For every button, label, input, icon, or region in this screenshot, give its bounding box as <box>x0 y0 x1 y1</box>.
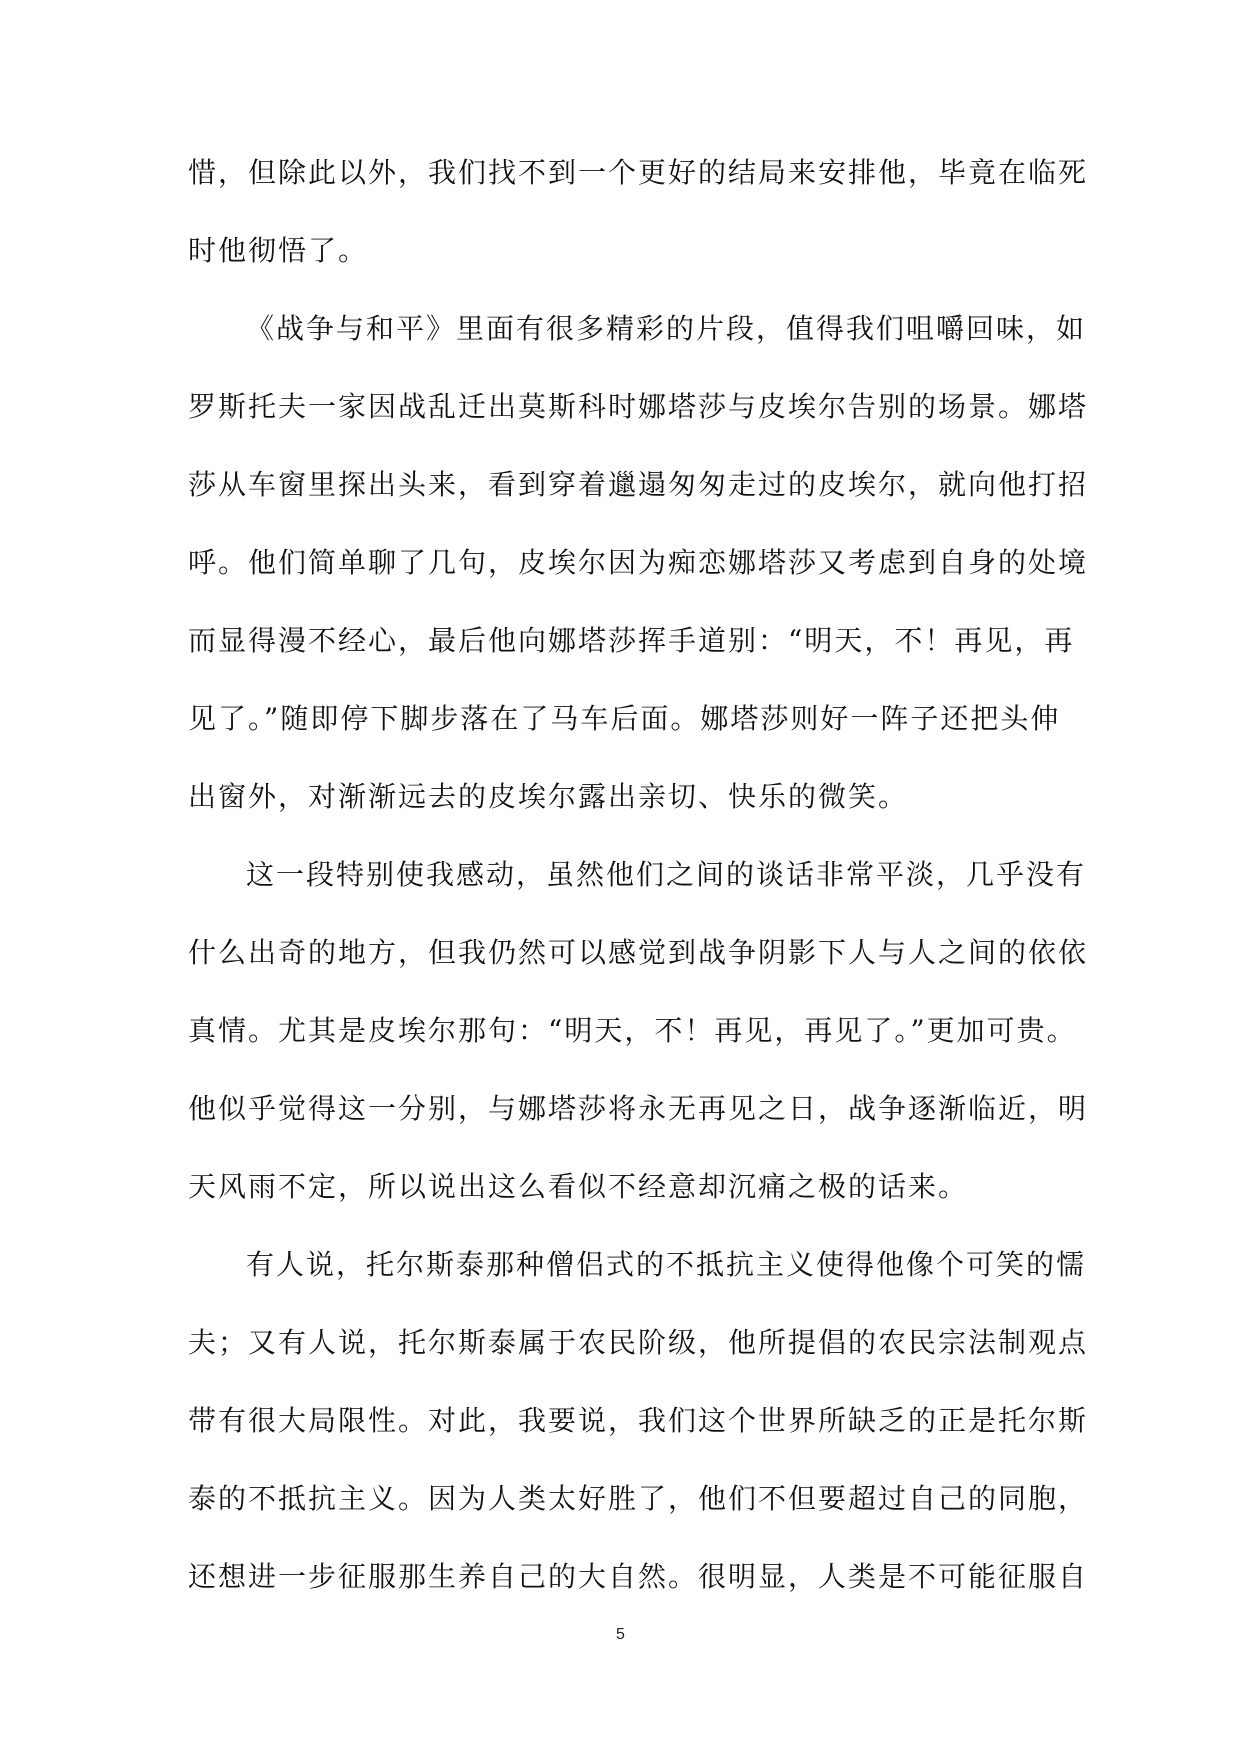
text-line: 呼。他们简单聊了几句，皮埃尔因为痴恋娜塔莎又考虑到自身的处境 <box>188 546 1089 579</box>
text-line: 惜，但除此以外，我们找不到一个更好的结局来安排他，毕竟在临死 <box>188 156 1089 189</box>
text-line: 还想进一步征服那生养自己的大自然。很明显，人类是不可能征服自 <box>188 1560 1089 1593</box>
text-line: 真情。尤其是皮埃尔那句：“明天，不！再见，再见了。”更加可贵。 <box>188 1014 1077 1047</box>
text-line: 有人说，托尔斯泰那种僧侣式的不抵抗主义使得他像个可笑的懦 <box>246 1248 1087 1281</box>
text-line: 什么出奇的地方，但我仍然可以感觉到战争阴影下人与人之间的依依 <box>188 936 1089 969</box>
text-line: 他似乎觉得这一分别，与娜塔莎将永无再见之日，战争逐渐临近，明 <box>188 1092 1089 1125</box>
text-line: 出窗外，对渐渐远去的皮埃尔露出亲切、快乐的微笑。 <box>188 780 909 813</box>
text-line: 时他彻悟了。 <box>188 234 369 267</box>
text-line: 莎从车窗里探出头来，看到穿着邋遢匆匆走过的皮埃尔，就向他打招 <box>188 468 1089 501</box>
page-number: 5 <box>616 1626 625 1643</box>
text-line: 罗斯托夫一家因战乱迁出莫斯科时娜塔莎与皮埃尔告别的场景。娜塔 <box>188 390 1089 423</box>
text-line: 天风雨不定，所以说出这么看似不经意却沉痛之极的话来。 <box>188 1170 969 1203</box>
text-line: 泰的不抵抗主义。因为人类太好胜了，他们不但要超过自己的同胞， <box>188 1482 1089 1515</box>
body-text <box>188 134 1089 1616</box>
text-line: 《战争与和平》里面有很多精彩的片段，值得我们咀嚼回味，如 <box>246 312 1087 345</box>
text-line: 见了。”随即停下脚步落在了马车后面。娜塔莎则好一阵子还把头伸 <box>188 702 1061 735</box>
text-line: 夫；又有人说，托尔斯泰属于农民阶级，他所提倡的农民宗法制观点 <box>188 1326 1089 1359</box>
text-line: 而显得漫不经心，最后他向娜塔莎挥手道别：“明天，不！再见，再 <box>188 624 1075 657</box>
text-line: 带有很大局限性。对此，我要说，我们这个世界所缺乏的正是托尔斯 <box>188 1404 1089 1437</box>
text-line: 这一段特别使我感动，虽然他们之间的谈话非常平淡，几乎没有 <box>246 858 1087 891</box>
